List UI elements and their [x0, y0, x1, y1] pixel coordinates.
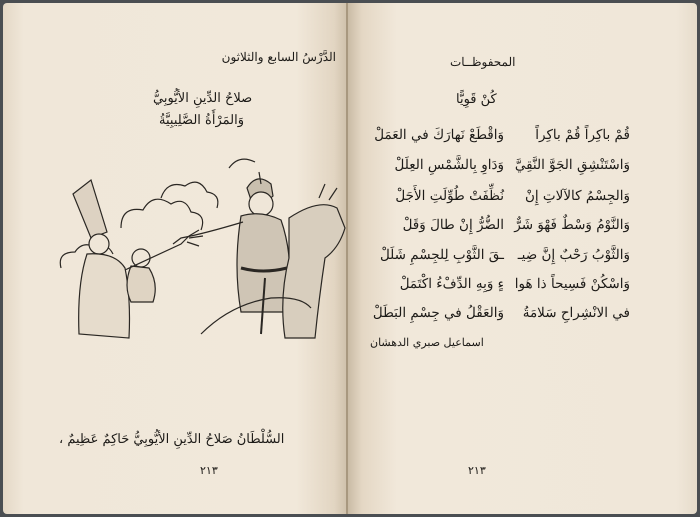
verse-3-first: وَالجِسْمُ كالآلاتِ إِنْ [524, 188, 630, 204]
verse-6-second: ءٍ وَبِهِ الدِّفْءُ اكْتَمَلْ [399, 276, 504, 292]
verse-4-first: وَالنَّوْمُ وَسْطٌ فَهْوَ شَرٌّ [514, 217, 630, 233]
left-page [3, 3, 348, 514]
illustration-saladin-and-woman [51, 158, 348, 343]
right-page-number: ٢١٣ [468, 464, 486, 477]
verse-5-first: وَالثَّوْبُ رَحْبٌ إِنَّ ضِيـ [517, 247, 630, 263]
verse-2-first: وَاسْتَنْشِقِ الجَوَّ النَّقِيَّ [514, 157, 630, 173]
illustration-caption: السُّلْطَانُ صَلاحُ الدِّينِ الأيُّوبِيُّ حَاكِمٌ عَظِيمٌ ، [59, 432, 285, 447]
verse-1-first: قُمْ باكِراً قُمْ باكِراً [535, 127, 630, 143]
verse-4-second: الضُّرُّ إِنْ طالَ وَقَلْ [402, 217, 504, 233]
verse-1-second: وَاقْطَعْ نَهارَكَ في العَمَلْ [374, 127, 504, 143]
verse-7-second: وَالعَقْلُ في جِسْمِ البَطَلْ [372, 305, 504, 321]
poem-title: كُنْ قَوِيًّا [456, 92, 497, 107]
verse-2-second: وَدَاوِ بِالشَّمْسِ العِلَلْ [394, 157, 504, 173]
left-page-number: ٢١٣ [200, 464, 218, 477]
lesson-header: الدَّرْسُ السابع والثلاثون [221, 50, 336, 64]
lesson-title-line1: صلاحُ الدِّينِ الأيُّوبِيُّ [153, 91, 253, 106]
verse-5-second: ـقَ الثَّوْبِ لِلجِسْمِ شَلَلْ [379, 247, 504, 263]
open-book [3, 3, 697, 514]
verse-3-second: نُظِّفَتْ طُوِّلَتِ الأَجَلْ [395, 188, 504, 204]
verse-7-first: في الانْشِراحِ سَلامَةُ [522, 305, 630, 321]
section-header: المحفوظــات [450, 55, 516, 69]
poem-author: اسماعيل صبري الدهشان [370, 336, 484, 349]
right-page [348, 3, 697, 514]
verse-6-first: وَاسْكُنْ فَسِيحاً ذا هَوا [514, 276, 630, 292]
lesson-title-line2: وَالمَرْأَةُ الصَّلِيبِيَّةُ [159, 113, 244, 128]
